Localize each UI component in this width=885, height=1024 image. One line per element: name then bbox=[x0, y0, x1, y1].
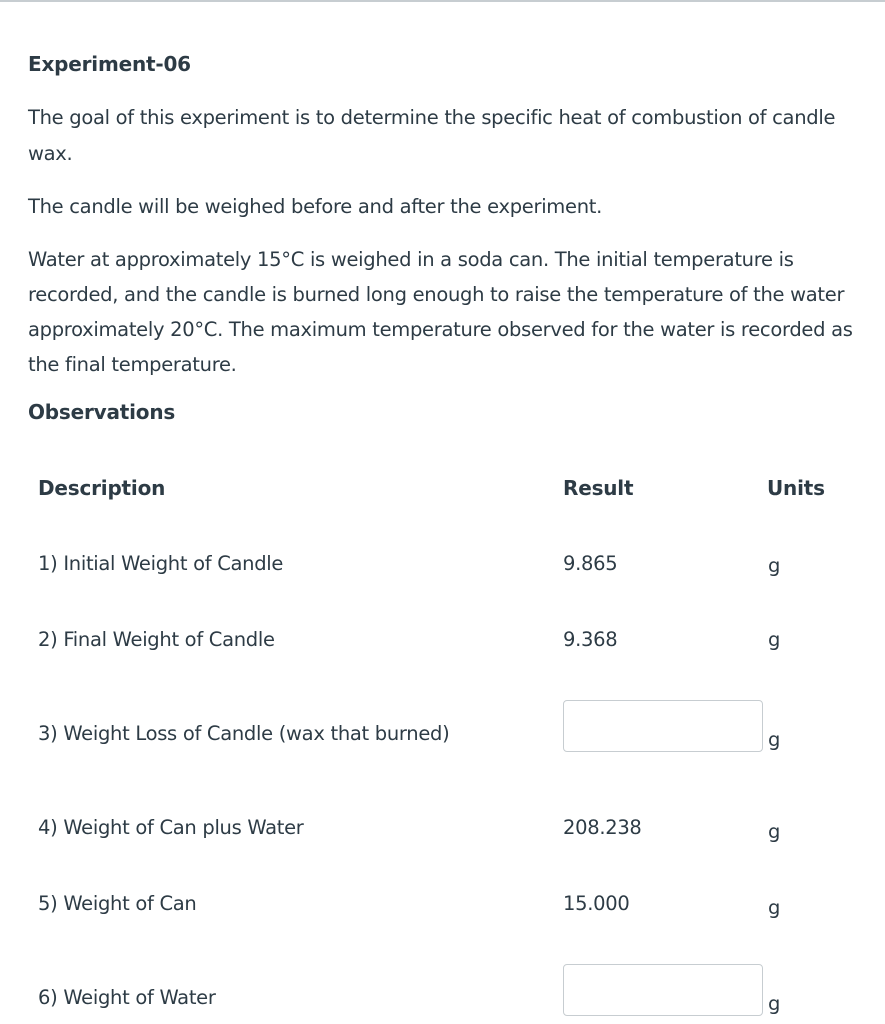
table-row bbox=[38, 552, 858, 592]
row-description: 2) Final Weight of Candle bbox=[38, 628, 275, 651]
table-row bbox=[38, 700, 858, 760]
experiment-title: Experiment-06 bbox=[28, 52, 191, 76]
row-units: g bbox=[768, 728, 781, 751]
row-description: 1) Initial Weight of Candle bbox=[38, 552, 284, 575]
procedure-paragraph: Water at approximately 15°C is weighed in a soda can. The initial temperature is recorded, and the candle is burned long enough to raise the temperature of the water approximately 20°C. The maximum temperature observed for the water is recorded as the final temperature. bbox=[28, 248, 853, 376]
row-units: g bbox=[768, 554, 781, 577]
experiment-content bbox=[28, 48, 858, 428]
units-column-header: Units bbox=[767, 476, 825, 500]
row-description: 5) Weight of Can bbox=[38, 892, 197, 915]
row-result: 9.368 bbox=[563, 628, 618, 651]
table-row bbox=[38, 964, 858, 1024]
row-units: g bbox=[768, 992, 781, 1015]
description-column-header: Description bbox=[38, 476, 166, 500]
goal-paragraph: The goal of this experiment is to determine the specific heat of combustion of candle wax. bbox=[28, 106, 836, 165]
observations-table bbox=[38, 470, 858, 1015]
result-column-header: Result bbox=[563, 476, 634, 500]
row-result: 208.238 bbox=[563, 816, 642, 839]
row-units: g bbox=[768, 896, 781, 919]
row-result: 15.000 bbox=[563, 892, 630, 915]
weighing-paragraph: The candle will be weighed before and after the experiment. bbox=[28, 195, 603, 218]
table-row bbox=[38, 628, 858, 668]
observations-heading: Observations bbox=[28, 400, 176, 424]
table-header-row bbox=[38, 470, 858, 510]
weight-of-water-answer-input[interactable] bbox=[563, 964, 763, 1016]
row-units: g bbox=[768, 820, 781, 843]
weight-loss-answer-input[interactable] bbox=[563, 700, 763, 752]
row-description: 6) Weight of Water bbox=[38, 986, 216, 1009]
row-result: 9.865 bbox=[563, 552, 618, 575]
table-row bbox=[38, 816, 858, 856]
top-divider bbox=[0, 0, 885, 2]
row-description: 3) Weight Loss of Candle (wax that burned) bbox=[38, 722, 450, 745]
row-description: 4) Weight of Can plus Water bbox=[38, 816, 304, 839]
row-units: g bbox=[768, 628, 781, 651]
table-row bbox=[38, 892, 858, 932]
